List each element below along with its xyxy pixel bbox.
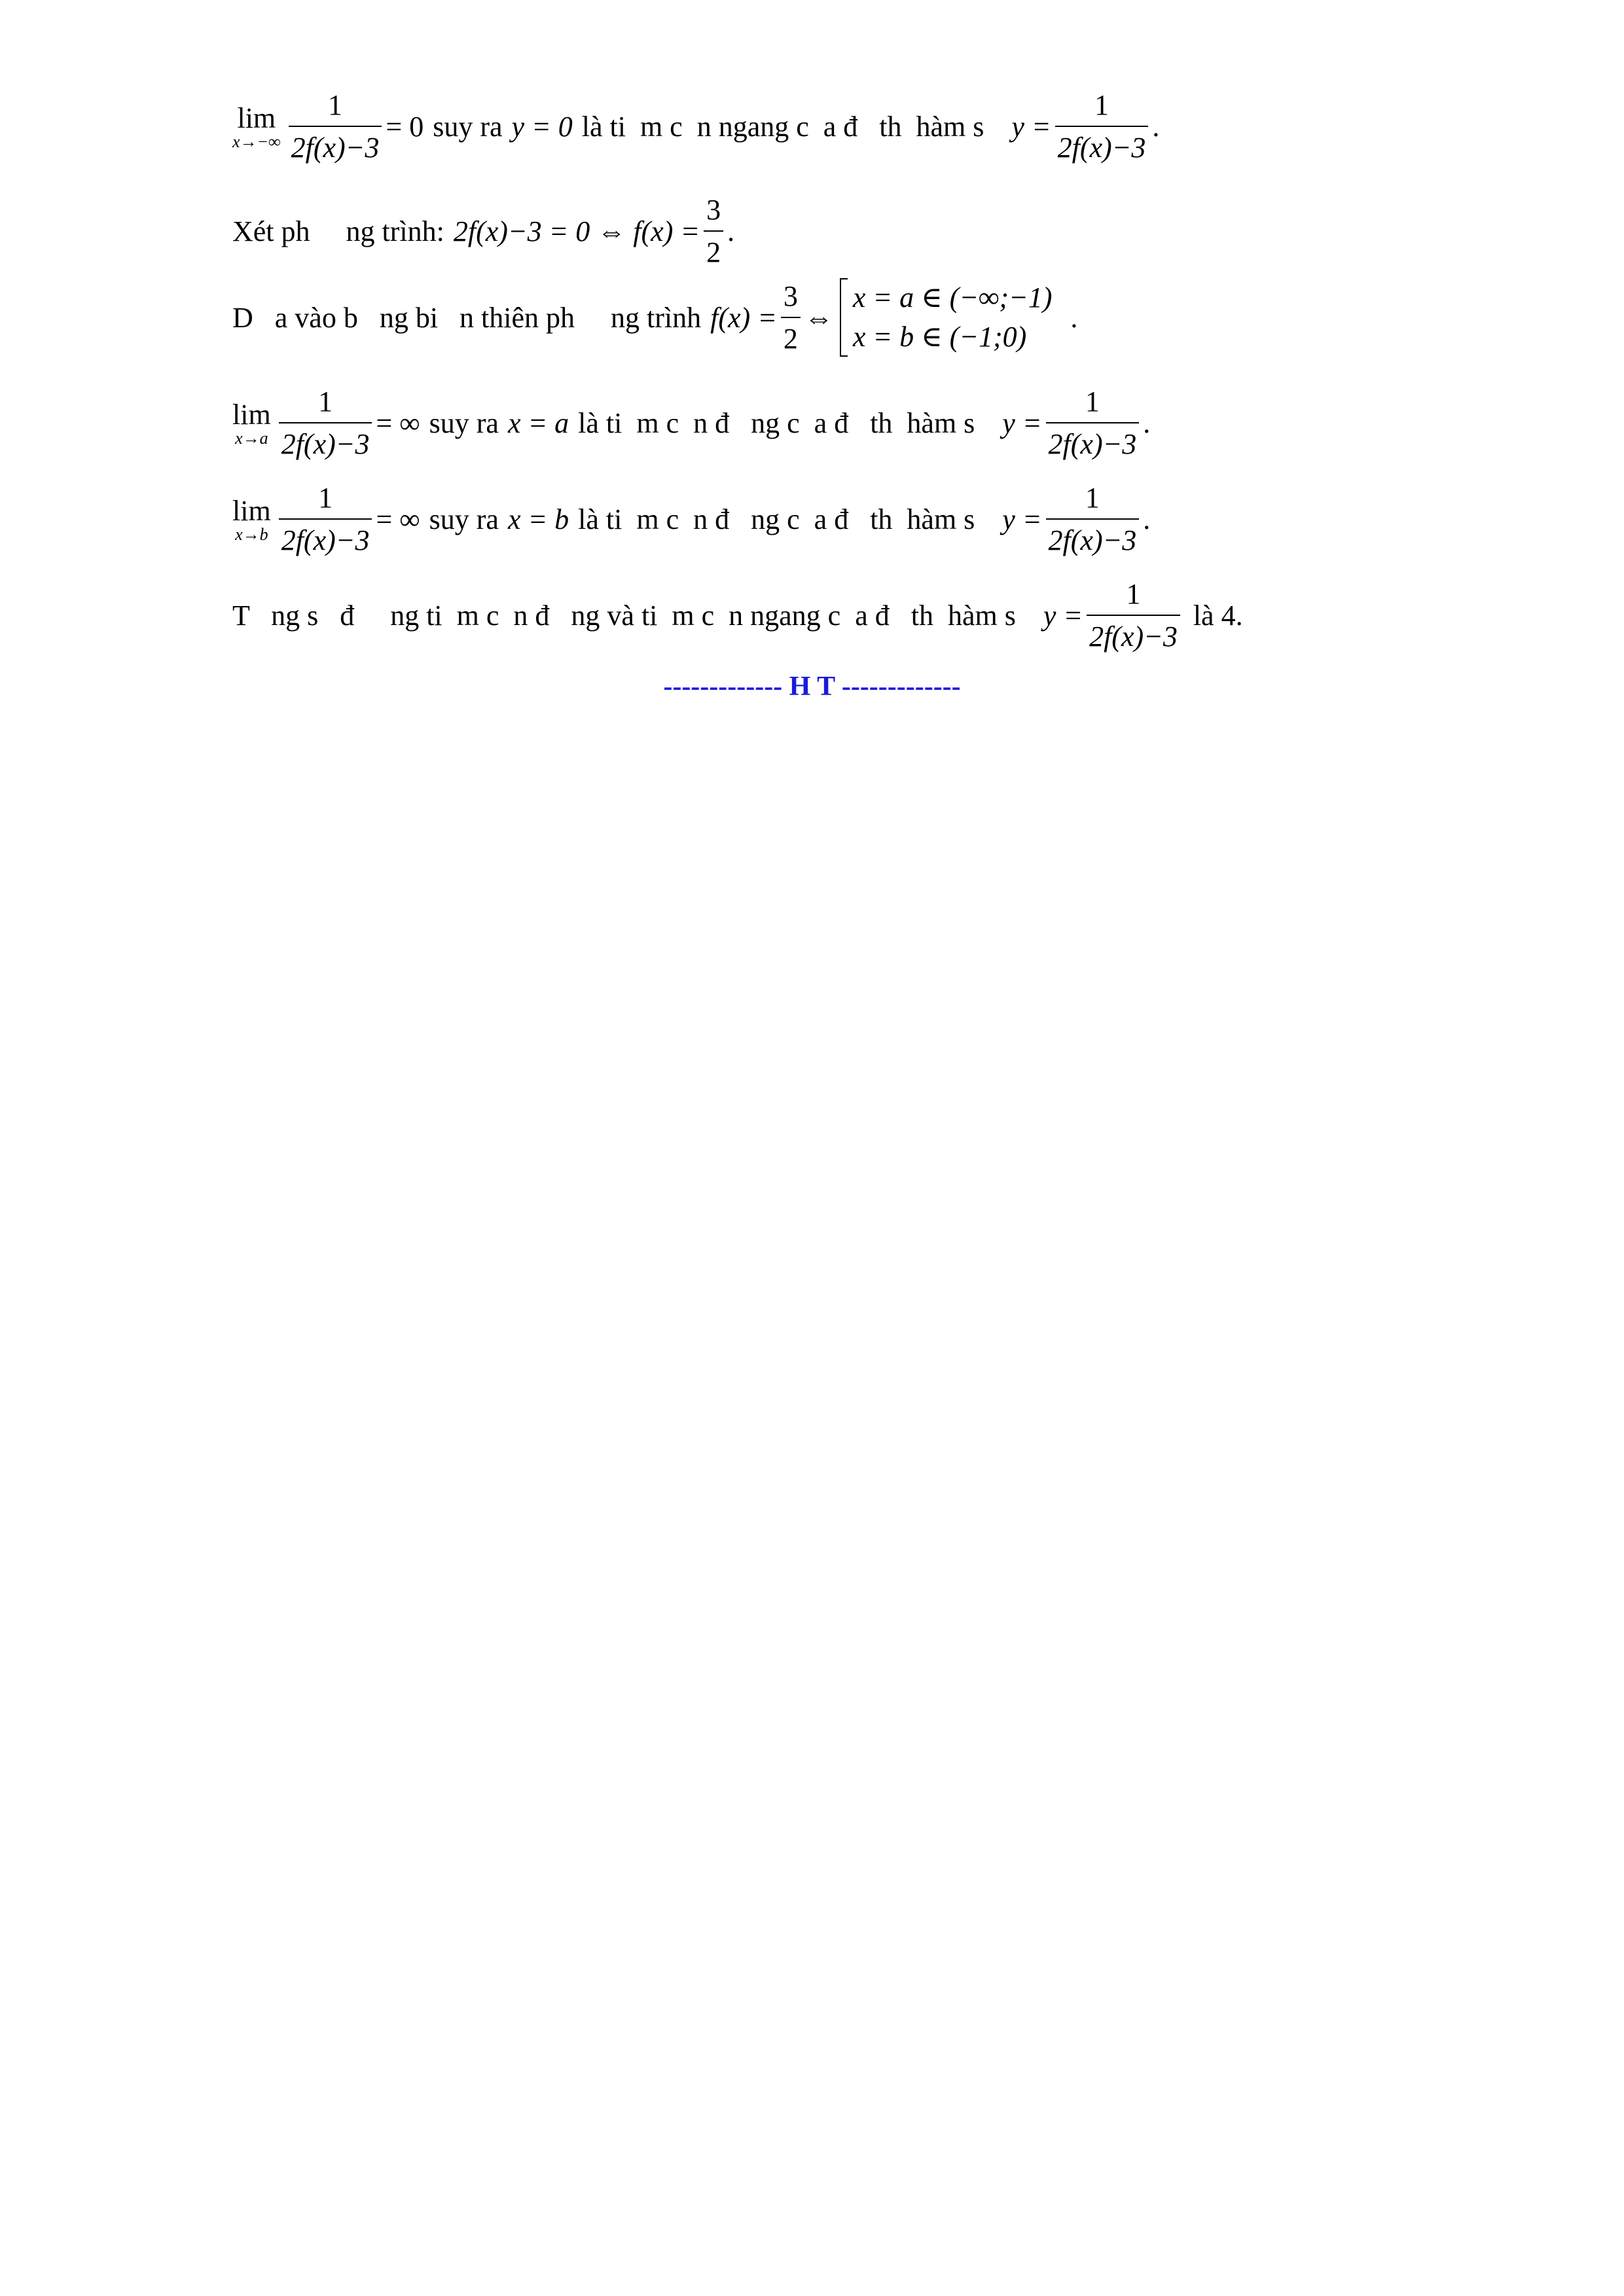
math-y: y = xyxy=(1043,599,1083,632)
math-var: x = a xyxy=(507,406,569,439)
fraction: $\frac{3}{2}$ xyxy=(781,279,801,355)
fraction: $\frac{3}{2}$ xyxy=(704,193,723,269)
math-y: y = xyxy=(1002,503,1042,535)
text: Xét ph ng trình: xyxy=(232,215,444,247)
fraction: $\frac{1}{2f(x)-3}$ xyxy=(279,385,372,461)
limit: lim x→a xyxy=(232,398,271,448)
math-expr: f(x) = xyxy=(710,301,777,334)
fraction: $\frac{1}{2f(x)-3}$ xyxy=(1046,481,1140,557)
line-cases: D a vào b ng bi n thiên ph ng trình f(x) = $\frac{3}{2}$ ⇔ x = a ∈ (−∞;−1) x = b ∈ (−1;0) . xyxy=(232,278,1392,357)
end-marker: ------------- H T ------------- xyxy=(663,672,961,702)
equals-value: = ∞ xyxy=(376,503,420,535)
line-vertical-asymptote-b: lim x→b $\frac{1}{2f(x)-3}$ = ∞ suy ra x = b là ti m c n đ ng c a đ th hàm s y = $\frac{1}{2f(x)-3}$ . xyxy=(232,482,1151,556)
limit: lim x→−∞ xyxy=(232,101,281,151)
fraction: $\frac{1}{2f(x)-3}$ xyxy=(289,88,382,164)
limit-subscript: x→b xyxy=(235,524,268,544)
line-horizontal-asymptote: lim x→−∞ $\frac{1}{2f(x)-3}$ = 0 suy ra y = 0 là ti m c n ngang c a đ th hàm s y = $\frac{1}{2f(x)-3}$ . xyxy=(232,89,1160,164)
equals-value: = 0 xyxy=(386,110,424,143)
limit-subscript: x→a xyxy=(235,428,268,448)
cases-bracket xyxy=(840,278,1053,357)
line-equation: Xét ph ng trình: 2f(x)−3 = 0 ⇔ f(x) = $\frac{3}{2}$ . xyxy=(232,194,735,268)
text: suy ra xyxy=(433,110,503,143)
text: là ti m c n đ ng c a đ th hàm s xyxy=(578,406,975,439)
case-2: x = b ∈ (−1;0) xyxy=(852,321,1027,353)
math-y: y = xyxy=(1002,406,1042,439)
text: là 4. xyxy=(1193,599,1243,632)
math-var: y = 0 xyxy=(511,110,573,143)
text: là ti m c n đ ng c a đ th hàm s xyxy=(578,503,975,535)
text: là ti m c n ngang c a đ th hàm s xyxy=(581,110,984,143)
text: D a vào b ng bi n thiên ph ng trình xyxy=(232,301,702,334)
fraction: $\frac{1}{2f(x)-3}$ xyxy=(1046,385,1140,461)
fraction: $\frac{1}{2f(x)-3}$ xyxy=(1087,577,1180,653)
fraction: $\frac{1}{2f(x)-3}$ xyxy=(279,481,372,557)
fraction: $\frac{1}{2f(x)-3}$ xyxy=(1055,88,1149,164)
limit-subscript: x→−∞ xyxy=(232,132,281,151)
math-var: x = b xyxy=(507,503,569,535)
text: suy ra xyxy=(429,406,499,439)
equals-value: = ∞ xyxy=(376,406,420,439)
text: suy ra xyxy=(429,503,499,535)
math-expr: 2f(x)−3 = 0 ⇔ f(x) = xyxy=(453,215,700,247)
limit: lim x→b xyxy=(232,494,271,544)
line-conclusion xyxy=(232,577,1392,653)
math-y: y = xyxy=(1011,110,1051,143)
line-vertical-asymptote-a: lim x→a $\frac{1}{2f(x)-3}$ = ∞ suy ra x = a là ti m c n đ ng c a đ th hàm s y = $\frac{1}{2f(x)-3}$ . xyxy=(232,386,1151,460)
text: T ng s đ ng ti m c n đ ng và ti m c n ngang c a đ th hàm s xyxy=(232,599,1016,632)
case-1: x = a ∈ (−∞;−1) xyxy=(852,281,1053,314)
